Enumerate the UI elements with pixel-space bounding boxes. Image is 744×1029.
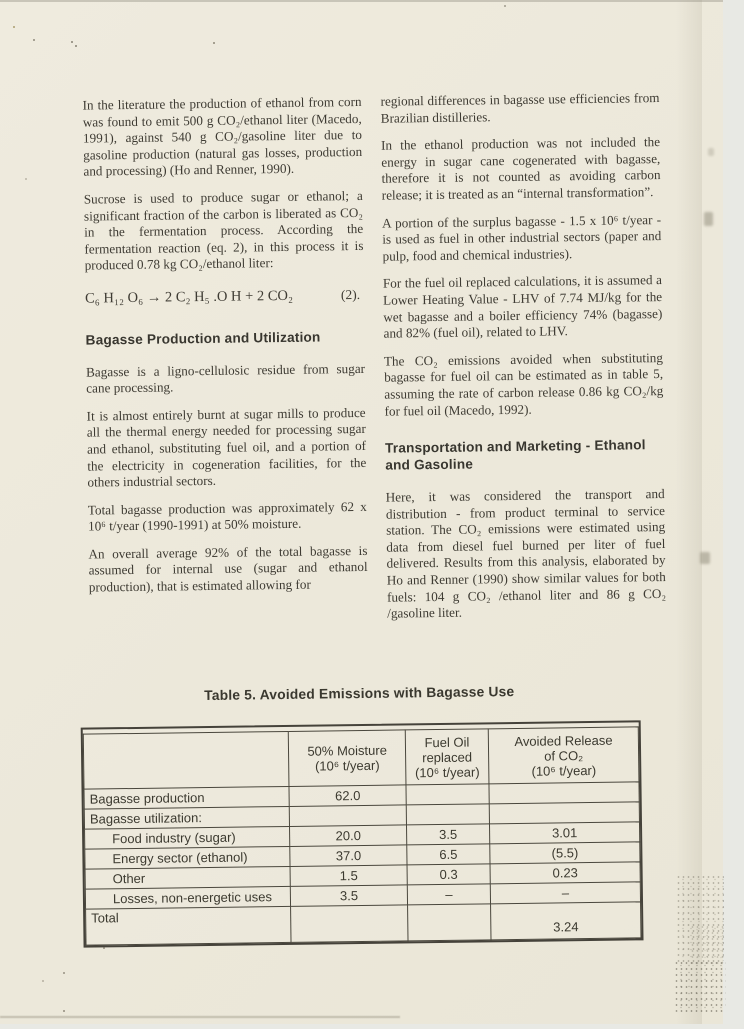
row-label: Energy sector (ethanol): [85, 846, 291, 869]
column-header-blank: [83, 731, 289, 789]
row-label: Bagasse utilization:: [84, 806, 290, 829]
cell-avoided: 0.23: [490, 862, 640, 884]
paragraph: Bagasse is a ligno-cellulosic residue from sugar cane processing.: [85, 360, 366, 396]
paragraph: In the literature the production of ethanol from corn was found to emit 500 g CO₂/ethanol liter (Macedo, 1991), against 540 g CO₂/gasoline liter due to gasoline production (natural gas losses, production and processing) (Ho and Renner, 1990).: [82, 93, 363, 179]
cell-avoided: –: [490, 882, 640, 904]
cell-moisture: [291, 905, 408, 943]
column-header-avoided: Avoided Release of CO₂ (10⁶ t/year): [488, 727, 639, 784]
paragraph: In the ethanol production was not included the energy in sugar cane cogenerated with bagasse, therefore it is not counted as avoiding carbon release; it is treated as an “internal transformation”.: [381, 134, 661, 203]
equation-formula: C₆ H₁₂ O₆ → 2 C₂ H₅ .O H + 2 CO₂: [84, 287, 294, 307]
table-5: [81, 720, 644, 947]
cell-fuel-oil: 0.3: [407, 864, 491, 885]
left-column: [82, 94, 368, 607]
row-label: Losses, non-energetic uses: [85, 886, 291, 909]
row-label: Food industry (sugar): [85, 826, 291, 849]
cell-fuel-oil: 3.5: [406, 824, 490, 845]
scan-noise: [690, 924, 724, 964]
scan-noise: [674, 960, 726, 1012]
column-header-moisture: 50% Moisture (10⁶ t/year): [289, 730, 406, 787]
table-title: Table 5. Avoided Emissions with Bagasse Use: [204, 683, 515, 704]
cell-avoided: 3.24: [491, 902, 641, 940]
cell-moisture: 1.5: [290, 865, 407, 887]
equation-2: [85, 287, 364, 307]
row-label: Total: [86, 906, 292, 945]
column-header-fuel-oil: Fuel Oil replaced (10⁶ t/year): [405, 729, 489, 785]
cell-avoided: 3.01: [490, 822, 640, 844]
paragraph: It is almost entirely burnt at sugar mills to produce all the thermal energy needed for processing sugar and ethanol, substituting fuel oil, and a portion of the electricity in cogeneration facilities, for the others industrial sectors.: [86, 404, 367, 490]
cell-moisture: 20.0: [290, 825, 407, 847]
cell-moisture: [290, 805, 407, 827]
cell-moisture: 37.0: [290, 845, 407, 867]
table-header-row: [83, 727, 639, 789]
paragraph: An overall average 92% of the total bagasse is assumed for internal use (sugar and ethanol production), that is estimated allowing for: [88, 542, 368, 595]
cell-fuel-oil: [406, 804, 490, 825]
scan-smudge: [700, 552, 710, 564]
table-row-total: [86, 902, 641, 945]
paragraph: The CO₂ emissions avoided when substituting bagasse for fuel oil can be estimated as in table 5, assuming the rate of carbon release 0.86 kg CO₂/kg for fuel oil (Macedo, 1992).: [383, 349, 664, 419]
cell-avoided: [489, 782, 639, 804]
scan-smudge: [704, 212, 713, 226]
scan-specks: [0, 0, 2, 2]
cell-moisture: 62.0: [289, 785, 406, 807]
paragraph: For the fuel oil replaced calculations, it is assumed a Lower Heating Value - LHV of 7.74 MJ/kg for the wet bagasse and a boiler efficiency 74% (bagasse) and 82% (fuel oil), related to LHV.: [382, 272, 663, 341]
paragraph: Total bagasse production was approximately 62 x 10⁶ t/year (1990-1991) at 50% moisture.: [87, 498, 367, 534]
scan-smudge: [708, 148, 714, 156]
paragraph: Sucrose is used to produce sugar or ethanol; a significant fraction of the carbon is liberated as CO₂ in the fermentation process. According the fermentation reaction (eq. 2), in this process it is produced 0.78 kg CO₂/ethanol liter:: [83, 187, 364, 273]
section-heading-bagasse: Bagasse Production and Utilization: [85, 329, 321, 348]
cell-fuel-oil: [407, 904, 491, 941]
cell-avoided: (5.5): [490, 842, 640, 864]
cell-fuel-oil: –: [407, 884, 491, 905]
equation-number: (2).: [340, 286, 361, 303]
cell-fuel-oil: [406, 784, 490, 805]
paragraph: A portion of the surplus bagasse - 1.5 x 10⁶ t/year - is used as fuel in other industrial sectors (paper and pulp, food and chemical industries).: [382, 211, 662, 264]
paragraph: regional differences in bagasse use efficiencies from Brazilian distilleries.: [380, 90, 660, 126]
row-label: Bagasse production: [84, 786, 290, 809]
paragraph: Here, it was considered the transport and distribution - from product terminal to service station. The CO₂ emissions were estimated using data from diesel fuel burned per liter of fuel delivered. Results from this analysis, elaborated by Ho and Renner (1990) show similar values for both fuels: 104 g CO₂ /ethanol liter and 86 g CO₂ /gasoline liter.: [385, 486, 667, 621]
cell-fuel-oil: 6.5: [407, 844, 491, 865]
row-label: Other: [85, 866, 291, 889]
right-column: [380, 90, 666, 633]
section-heading-transportation: Transportation and Marketing - Ethanol and Gasoline: [384, 437, 646, 473]
cell-moisture: 3.5: [291, 885, 408, 907]
cell-avoided: [489, 802, 639, 824]
